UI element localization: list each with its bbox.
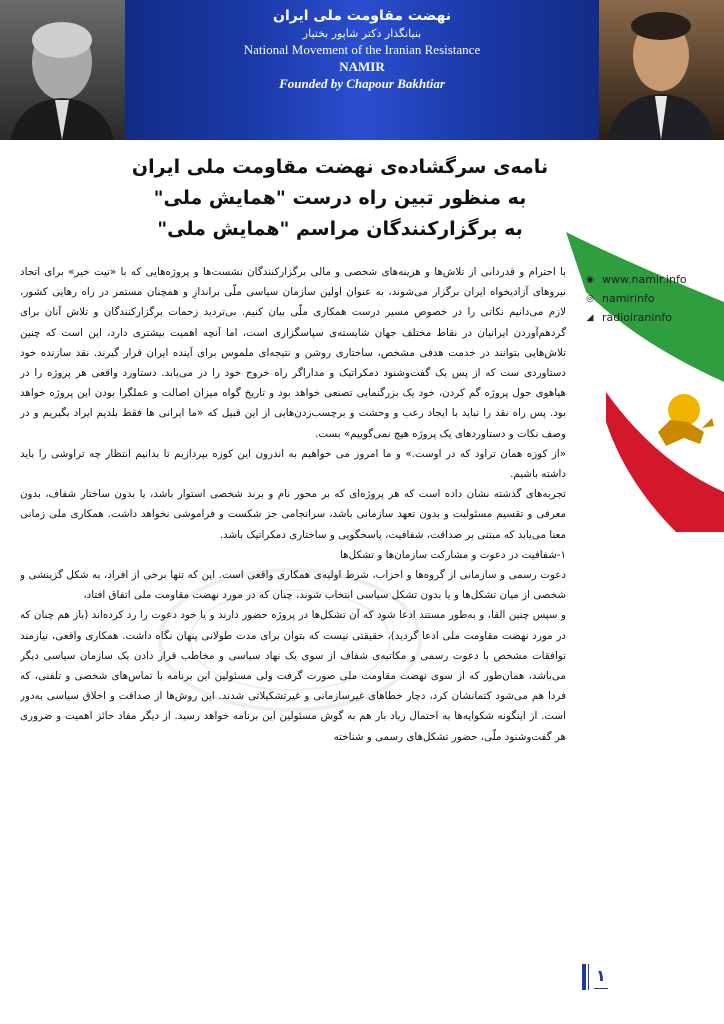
paragraph-1: با احترام و قدردانی از تلاش‌ها و هزینه‌های شخصی و مالی برگزارکنندگان نشست‌ها و پروژه‌هایی که با «نیت خیر» برای اتحاد نیروهای آزادیخواه ایران برگزار می‌شوند، به عنوان اولین سازمان سیاسی ملّی براندازِ و همچنان مستمر در راه رهایی کشور، لازم می‌دانیم نکاتی را در خصوص مسیر درست همکاری ملّی بیان کنیم. بی‌تردید زحمات برگزارکنندگان و تلاش آنان برای گردهم‌آوردن ایرانیان در نقاط مختلف جهان شایسته‌ی سپاسگزاری است، اما آنچه اهمیت بیشتری دارد، این است که چنین تلاش‌هایی بتوانند در خدمت هدفی مشخص، ساختاری روشن و نتیجه‌ای ملموس برای آینده ایران قرار گیرند. نقد سازنده خود دستاوردی ست که از پس یک گفت‌وشنود دمکراتیک و مداراگر راه خروج خود را در می‌یابد. دستاورد واقعی هر پروژه را در هیاهوی حول پروژه گم کردن، خود یک بزرگنمایی تصنعی خواهد بود و تاریخ گواه میزان اصالت و عملگرا بودن این پروژه خواهد بود. پس راه نقد را نباید با ایجاد رعب و وحشت و برچسب‌زدن‌هایی از این قبیل که «ما ایرانی ها فقط بلدیم ایراد بگیریم و در وصف نکات و دستاوردهای یک پروژه هیچ نمی‌گوییم» بست. <box>20 266 566 440</box>
telegram-icon: ◢ <box>586 312 594 323</box>
page-title <box>90 152 590 245</box>
paragraph-2: «از کوزه همان تراود که در اوست.» و ما امروز می خواهیم به اندرون این کوزه بپردازیم تا بدانیم انتظار چه تراوشی را باید داشته باشیم. <box>20 447 566 481</box>
section-heading-1: ۱-شفافیت در دعوت و مشارکت سازمان‌ها و تشکل‌ها <box>340 548 566 561</box>
org-name-fa: نهضت مقاومت ملی ایران <box>273 8 451 24</box>
telegram-link[interactable] <box>584 308 724 327</box>
org-name-en: National Movement of the Iranian Resistance <box>243 42 481 57</box>
paragraph-5: و سپس چنین القا، و به‌طور مستند ادعا شود که آن تشکل‌ها در پروژه حضور دارند و یا خود دعوت را رد کرده‌اند (باز هم چنان که در مورد نهضت مقاومت ملی ادعا گردید)، حقیقتی نیست که بتوان برای مدت طولانی پنهان نگاه داشت. همکاری واقعی، نیازمند توافقات مشخص با دعوت رسمی و مکاتبه‌ی شفاف از سوی یک نهاد سیاسی و مخاطب قرار دادن یک سازمان سیاسی دیگر می‌باشد، همان‌طور که از سوی نهضت مقاومت ملی صورت گرفت ولی مسئولین این برنامه با تماس‌های شخصی و تلفنی، که فردا هم می‌شود کتمانشان کرد، دچار خطاهای غیرسازمانی و غیرتشکیلاتی شدند. این روش‌ها از صداقت و اخلاق سیاسی به‌دور است. از اینگونه شکوایه‌ها به احتمال زیاد بار هم به گوش مسئولین این برنامه خواهد رسید. از دیگر مفاد حائز اهمیت و ضروری هر گفت‌وشنود ملّی، حضور تشکل‌های رسمی و شناخته <box>20 609 566 743</box>
website-label: www.namir.info <box>602 273 687 286</box>
page-number-bar-thin <box>588 964 589 990</box>
org-abbr: NAMIR <box>339 59 385 74</box>
instagram-label: namirinfo <box>602 292 655 305</box>
letter-body <box>20 262 566 992</box>
social-links <box>584 270 724 327</box>
website-link[interactable] <box>584 270 724 289</box>
header-text <box>140 6 584 92</box>
instagram-link[interactable] <box>584 289 724 308</box>
founder-en: Founded by Chapour Bakhtiar <box>279 76 445 91</box>
page-number-underline <box>594 988 608 989</box>
globe-icon: ◉ <box>586 274 594 285</box>
telegram-label: radioiraninfo <box>602 311 672 324</box>
title-line-3: به برگزارکنندگان مراسم "همایش ملی" <box>157 218 523 240</box>
paragraph-4: دعوت رسمی و سازمانی از گروه‌ها و احزاب، شرط اولیه‌ی همکاری واقعی است. این که تنها برخی از افراد، به شکل گزینشی و شخصی از میان تشکل‌ها و یا بدون تشکل سیاسی انتخاب شوند، چنان که در مورد نهضت مقاومت ملی اتفاق افتاد، <box>20 569 566 602</box>
instagram-icon: ◎ <box>586 293 594 304</box>
portrait-left <box>0 0 125 140</box>
founder-fa: بنیانگذار دکتر شاپور بختیار <box>302 27 422 40</box>
page-number <box>578 962 618 992</box>
paragraph-3: تجربه‌های گذشته نشان داده است که هر پروژه‌ای که بر محور نام و برند شخصی استوار باشد، یا بدون ساختار شفاف، بدون معرفی و تقسیم مسئولیت و بدون تعهد سازمانی باشد، سرانجامی جز شکست و فراموشی نخواهد داشت. همکاری ملی زمانی معنا می‌یابد که مبتنی بر صداقت، شفافیت، پاسخگویی و ساختاری دمکراتیک باشد. <box>20 488 566 541</box>
title-line-2: به منظور تبین راه درست "همایش ملی" <box>153 187 527 209</box>
portrait-right <box>599 0 724 140</box>
title-line-1: نامه‌ی سرگشاده‌ی نهضت مقاومت ملی ایران <box>131 156 549 178</box>
page-number-bar <box>582 964 586 990</box>
page-number-text: ۱ <box>596 966 606 985</box>
header-banner <box>0 0 724 140</box>
